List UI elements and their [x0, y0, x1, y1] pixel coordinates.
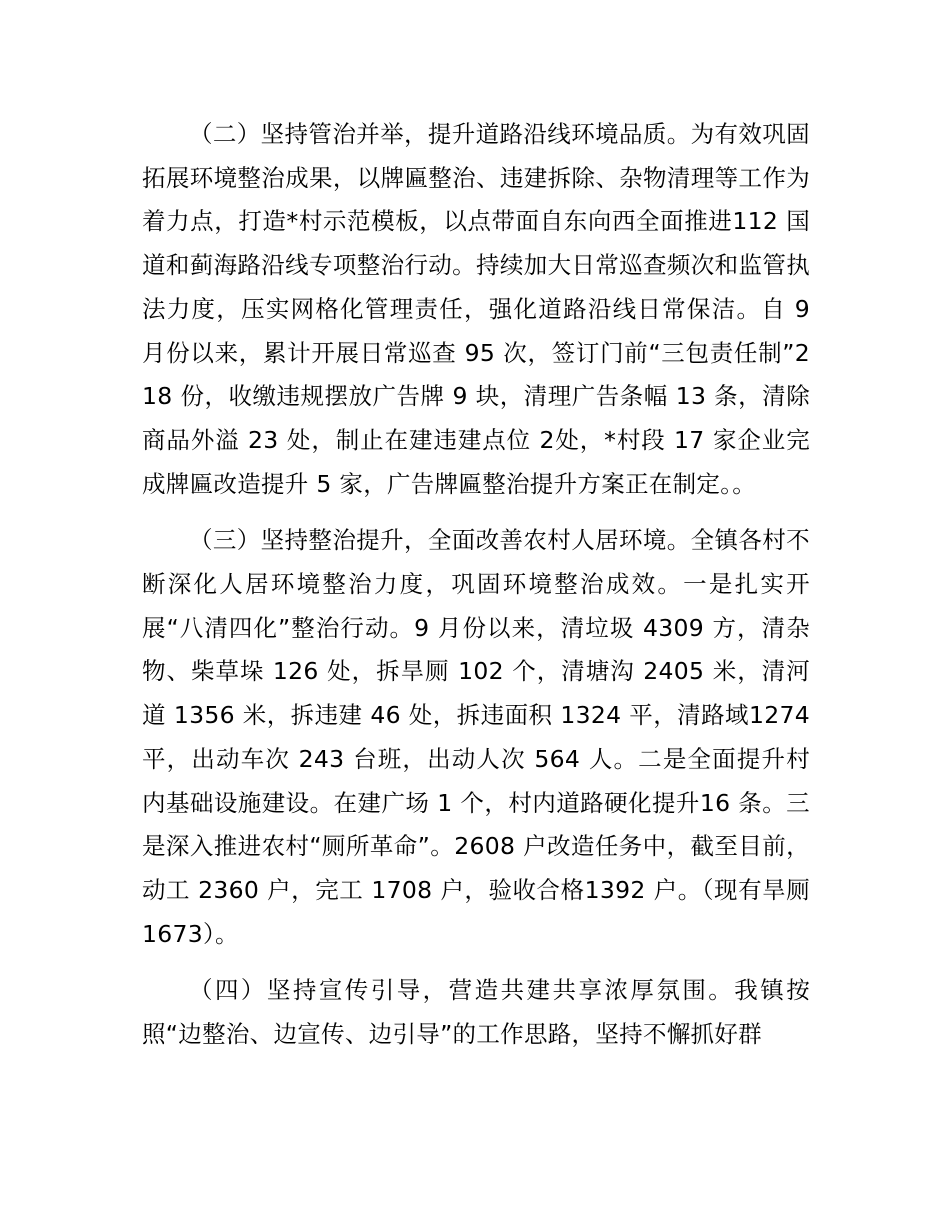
paragraph-publicity-guidance: （四）坚持宣传引导，营造共建共享浓厚氛围。我镇按照“边整治、边宣传、边引导”的工作思路，坚持不懈抓好群	[142, 976, 810, 1049]
paragraph-rural-living-environment: （三）坚持整治提升，全面改善农村人居环境。全镇各村不断深化人居环境整治力度，巩固环境整治成效。一是扎实开展“八清四化”整治行动。9 月份以来，清垃圾 4309 方，清杂物、柴草垛 126 处，拆旱厕 102 个，清塘沟 2405 米，清河道 1356 米，拆违建 46 处，拆违面积 1324 平，清路域1274 平，出动车次 243 台班，出动人次 564 人。二是全面提升村内基础设施建设。在建广场 1 个，村内道路硬化提升16 条。三是深入推进农村“厕所革命”。2608 户改造任务中，截至目前，动工 2360 户，完工 1708 户，验收合格1392 户。（现有旱厕 1673）。	[142, 526, 810, 948]
paragraph-roadside-environment: （二）坚持管治并举，提升道路沿线环境品质。为有效巩固拓展环境整治成果，以牌匾整治、违建拆除、杂物清理等工作为着力点，打造*村示范模板，以点带面自东向西全面推进112 国道和蓟海路沿线专项整治行动。持续加大日常巡查频次和监管执法力度，压实网格化管理责任，强化道路沿线日常保洁。自 9 月份以来，累计开展日常巡查 95 次，签订门前“三包责任制”218 份，收缴违规摆放广告牌 9 块，清理广告条幅 13 条，清除商品外溢 23 处，制止在建违建点位 2处，*村段 17 家企业完成牌匾改造提升 5 家，广告牌匾整治提升方案正在制定。。	[142, 120, 810, 498]
document-body	[142, 113, 810, 1057]
